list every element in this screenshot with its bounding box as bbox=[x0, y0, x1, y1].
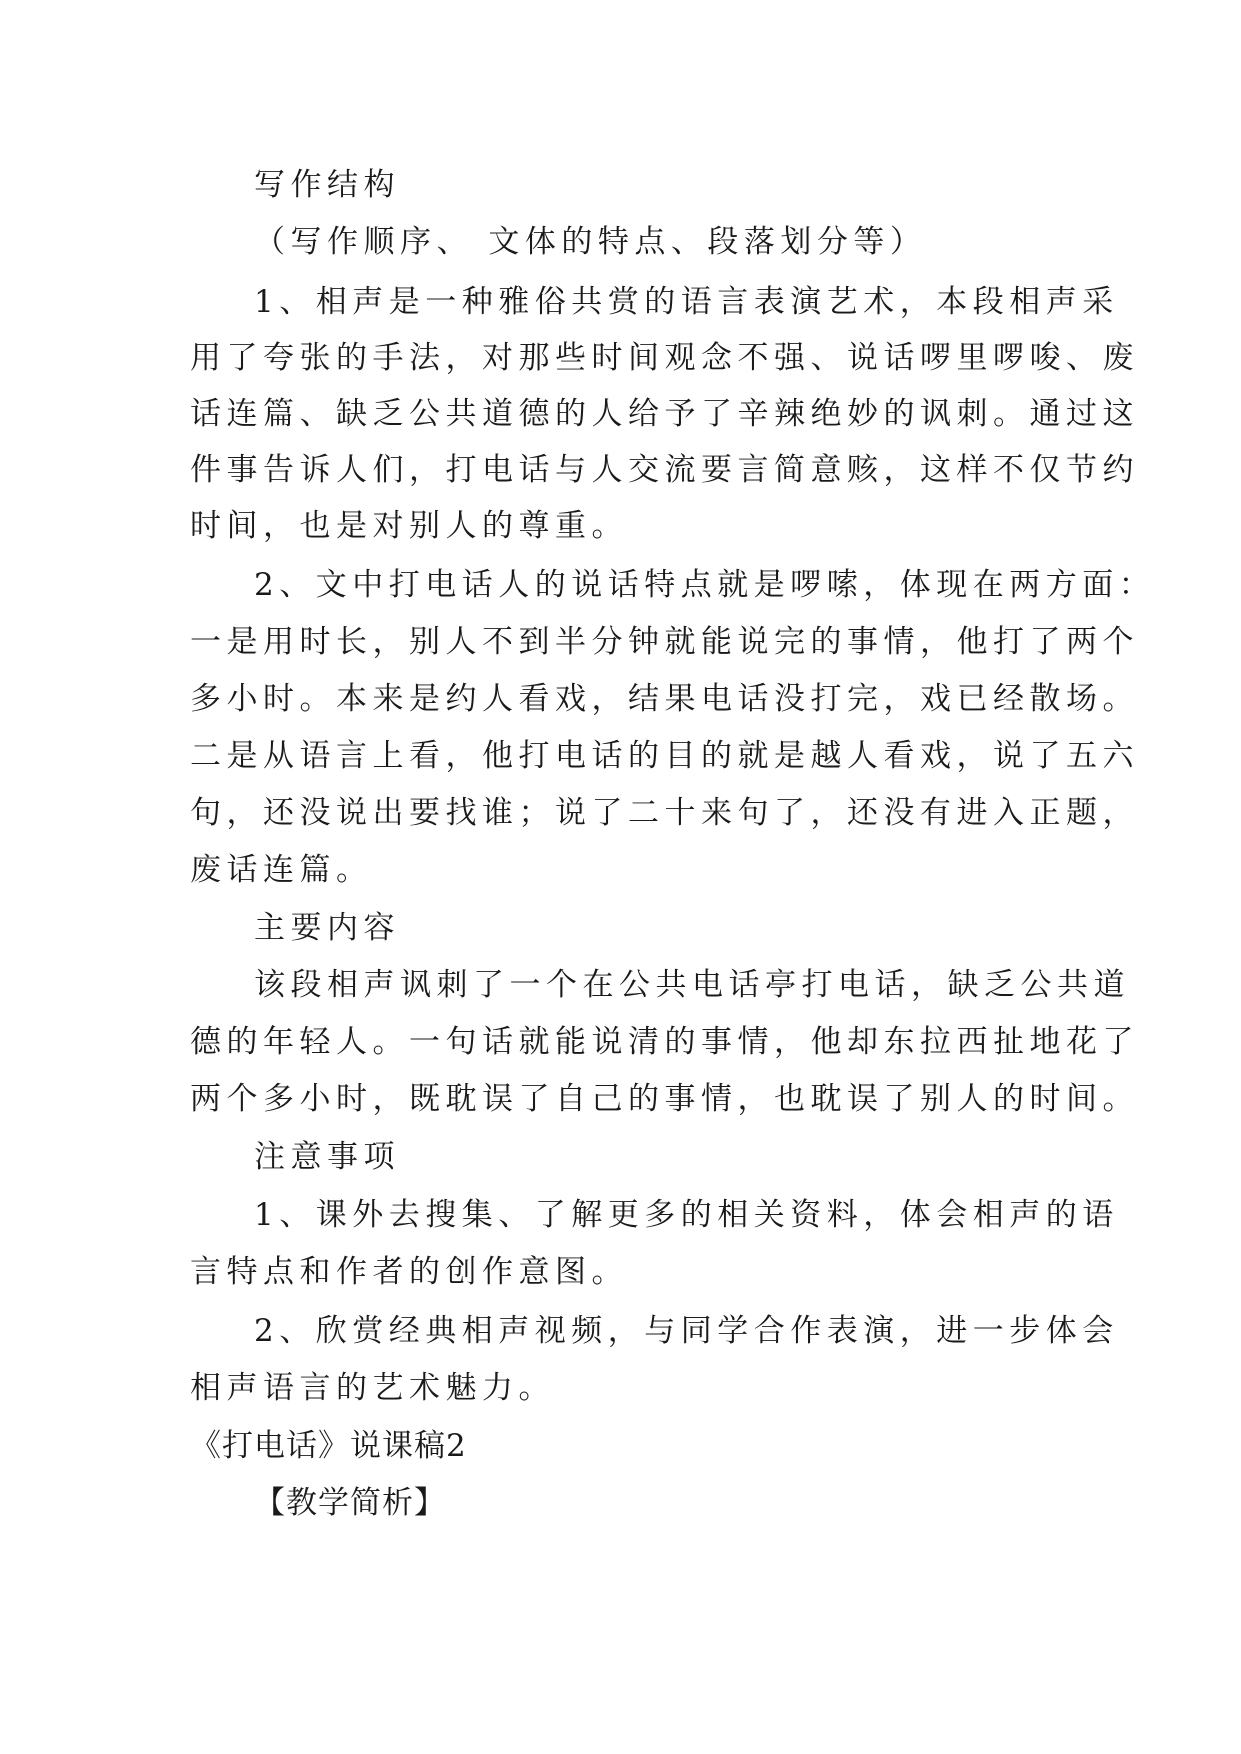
paragraph-line: 用了夸张的手法，对那些时间观念不强、说话啰里啰唆、废 bbox=[190, 340, 1139, 376]
paragraph-line: 2、文中打电话人的说话特点就是啰嗦，体现在两方面： bbox=[254, 567, 1156, 603]
section-heading-notes: 注意事项 bbox=[254, 1139, 400, 1175]
paragraph-line: 相声语言的艺术魅力。 bbox=[190, 1370, 555, 1406]
paragraph-line: 话连篇、缺乏公共道德的人给予了辛辣绝妙的讽刺。通过这 bbox=[190, 396, 1139, 432]
paragraph-line: 两个多小时，既耽误了自己的事情，也耽误了别人的时间。 bbox=[190, 1081, 1139, 1117]
section-heading-writing-structure: 写作结构 bbox=[254, 167, 400, 203]
paragraph-line: 德的年轻人。一句话就能说清的事情，他却东拉西扯地花了 bbox=[190, 1024, 1139, 1060]
paragraph-line: 多小时。本来是约人看戏，结果电话没打完，戏已经散场。 bbox=[190, 681, 1139, 717]
paragraph-line: 废话连篇。 bbox=[190, 852, 373, 888]
paragraph-line: 1、课外去搜集、了解更多的相关资料，体会相声的语 bbox=[254, 1197, 1119, 1233]
paragraph-line: 言特点和作者的创作意图。 bbox=[190, 1254, 628, 1290]
paragraph-line: 件事告诉人们，打电话与人交流要言简意赅，这样不仅节约 bbox=[190, 452, 1139, 488]
paragraph-line: 时间，也是对别人的尊重。 bbox=[190, 508, 628, 544]
document-title: 《打电话》说课稿2 bbox=[190, 1428, 467, 1464]
section-heading-teaching-analysis: 【教学简析】 bbox=[254, 1485, 446, 1521]
paragraph-line: 一是用时长，别人不到半分钟就能说完的事情，他打了两个 bbox=[190, 624, 1139, 660]
paragraph-line: 2、欣赏经典相声视频，与同学合作表演，进一步体会 bbox=[254, 1313, 1119, 1349]
paragraph-line: 1、相声是一种雅俗共赏的语言表演艺术，本段相声采 bbox=[254, 284, 1119, 320]
paragraph-line: 该段相声讽刺了一个在公共电话亭打电话，缺乏公共道 bbox=[254, 967, 1130, 1003]
paragraph-line: 句，还没说出要找谁；说了二十来句了，还没有进入正题， bbox=[190, 795, 1139, 831]
paragraph-line: 二是从语言上看，他打电话的目的就是越人看戏，说了五六 bbox=[190, 738, 1139, 774]
subheading-writing-structure-note: （写作顺序、 文体的特点、段落划分等） bbox=[254, 224, 927, 260]
section-heading-main-content: 主要内容 bbox=[254, 910, 400, 946]
